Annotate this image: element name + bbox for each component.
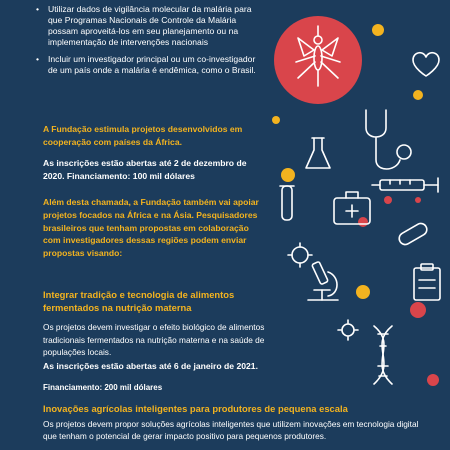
virus-icon xyxy=(338,320,358,340)
clipboard-icon xyxy=(414,264,440,300)
dot-icon xyxy=(427,374,439,386)
section1-deadline: As inscrições estão abertas até 6 de janeiro de 2021. xyxy=(43,361,258,371)
syringe-icon xyxy=(372,178,438,192)
heart-icon xyxy=(413,53,439,76)
dot-icon xyxy=(281,168,295,182)
dot-icon xyxy=(384,196,392,204)
stethoscope-icon xyxy=(366,110,411,169)
call-intro: Além desta chamada, a Fundação também vai apoiar projetos focados na África e na Ásia. Pesquisadores brasileiros que tenham propostas em colaboração com investigadores dessas regiões podem enviar propostas visando: xyxy=(43,197,259,259)
microscope-icon xyxy=(308,261,338,300)
pill-icon xyxy=(397,221,429,246)
dot-icon xyxy=(358,217,368,227)
list-item: • Incluir um investigador principal ou um co-investigador de um país onde a malária é endêmica, como o Brasil. xyxy=(34,54,266,76)
dot-icon xyxy=(372,24,384,36)
health-icons-illustration xyxy=(268,0,450,450)
flask-icon xyxy=(306,138,330,168)
dot-icon xyxy=(413,90,423,100)
virus-icon xyxy=(288,243,312,267)
test-tube-icon xyxy=(280,186,294,220)
dot-icon xyxy=(272,116,280,124)
first-deadline: As inscrições estão abertas até 2 de dezembro de 2020. Financiamento: 100 mil dólares xyxy=(43,158,247,181)
dna-icon xyxy=(374,326,392,384)
section1-funding: Financiamento: 200 mil dólares xyxy=(43,383,163,392)
section2-body: Os projetos devem propor soluções agrícolas inteligentes que utilizem inovações em tecnologia digital que tenham o potencial de gerar impacto positivo para pequenos produtores. xyxy=(43,419,419,441)
section2-title: Inovações agrícolas inteligentes para produtores de pequena escala xyxy=(43,403,348,414)
cooperation-note: A Fundação estimula projetos desenvolvidos em cooperação com países da África. xyxy=(43,124,243,147)
dot-icon xyxy=(415,197,421,203)
section1-title: Integrar tradição e tecnologia de alimentos fermentados na nutrição materna xyxy=(43,289,235,313)
mosquito-icon xyxy=(274,16,362,104)
requirements-list xyxy=(34,4,266,82)
section1-body: Os projetos devem investigar o efeito biológico de alimentos tradicionais fermentados na nutrição materna e na saúde de populações locais. xyxy=(43,322,265,357)
dot-icon xyxy=(356,285,370,299)
list-item: • Utilizar dados de vigilância molecular da malária para que Programas Nacionais de Controle da Malária possam aproveitá-los em seu planejamento ou na implementação de intervenções nacionais xyxy=(34,4,266,48)
dot-icon xyxy=(410,302,426,318)
